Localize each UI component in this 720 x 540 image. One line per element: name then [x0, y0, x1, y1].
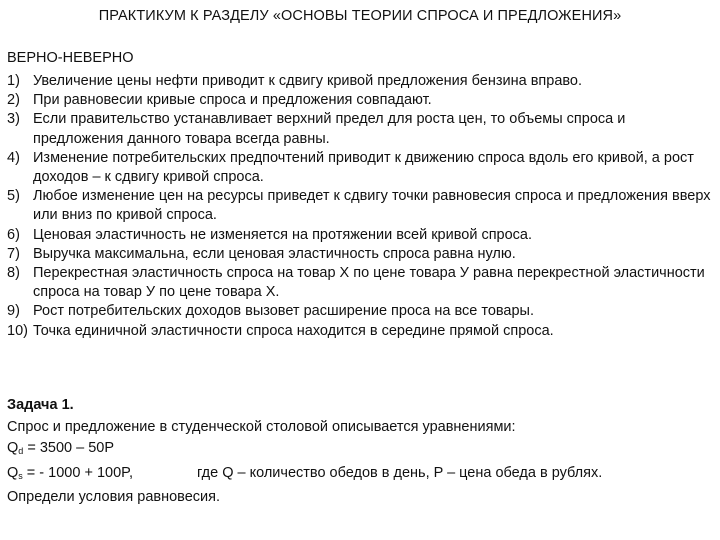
list-item — [7, 226, 713, 245]
item-number: 1) — [7, 73, 20, 89]
variables-note: где Q – количество обедов в день, P – цена обеда в рублях. — [197, 464, 603, 481]
list-item — [7, 72, 713, 91]
section-heading: ВЕРНО-НЕВЕРНО — [7, 50, 134, 66]
task-intro: Спрос и предложение в студенческой столовой описывается уравнениями: — [7, 418, 516, 435]
list-item — [7, 187, 713, 225]
item-number: 8) — [7, 265, 20, 282]
statements-list — [7, 72, 713, 341]
item-number: 3) — [7, 111, 20, 128]
list-item — [7, 302, 713, 321]
item-number: 2) — [7, 92, 20, 109]
item-text: Перекрестная эластичность спроса на товар X по цене товара У равна перекрестной эластичности спроса на товар У по цене товара X. — [33, 265, 705, 301]
demand-rhs: = 3500 – 50P — [23, 440, 114, 456]
item-text: Рост потребительских доходов вызовет расширение проса на все товары. — [33, 303, 535, 320]
item-text: Изменение потребительских предпочтений приводит к движению спроса вдоль его кривой, а рост доходов – к сдвигу кривой спроса. — [33, 149, 694, 186]
list-item — [7, 322, 713, 341]
list-item — [7, 149, 713, 187]
demand-equation — [7, 438, 713, 463]
item-text: При равновесии кривые спроса и предложения совпадают. — [33, 92, 432, 109]
supply-rhs: = - 1000 + 100P, — [22, 464, 133, 481]
task-title: Задача 1. — [7, 397, 74, 413]
list-item — [7, 245, 713, 264]
list-item — [7, 110, 713, 148]
item-text: Точка единичной эластичности спроса находится в середине прямой спроса. — [33, 322, 554, 339]
item-text: Выручка максимальна, если ценовая эластичность спроса равна нулю. — [33, 245, 516, 262]
item-number: 9) — [7, 303, 20, 320]
supply-symbol: Q — [7, 464, 19, 481]
item-number: 5) — [7, 188, 20, 205]
page-title: ПРАКТИКУМ К РАЗДЕЛУ «ОСНОВЫ ТЕОРИИ СПРОСА И ПРЕДЛОЖЕНИЯ» — [98, 8, 622, 24]
demand-symbol: Q — [7, 440, 19, 456]
item-text: Увеличение цены нефти приводит к сдвигу кривой предложения бензина вправо. — [33, 73, 583, 89]
item-text: Любое изменение цен на ресурсы приведет к сдвигу точки равновесия спроса и предложения вверх или вниз по кривой спроса. — [33, 188, 711, 224]
item-number: 7) — [7, 245, 20, 262]
supply-equation — [7, 463, 197, 488]
item-text: Если правительство устанавливает верхний предел для роста цен, то объемы спроса и предложения данного товара всегда равны. — [33, 111, 626, 147]
item-text: Ценовая эластичность не изменяется на протяжении всей кривой спроса. — [33, 226, 533, 243]
supply-row — [7, 463, 713, 488]
task-block — [7, 395, 713, 509]
item-number: 6) — [7, 226, 20, 243]
item-number: 4) — [7, 149, 20, 166]
item-number: 10) — [7, 322, 28, 339]
demand-subscript: d — [18, 446, 24, 456]
task-question: Определи условия равновесия. — [7, 489, 221, 505]
list-item — [7, 91, 713, 110]
list-item — [7, 264, 713, 302]
supply-subscript: s — [18, 470, 23, 481]
